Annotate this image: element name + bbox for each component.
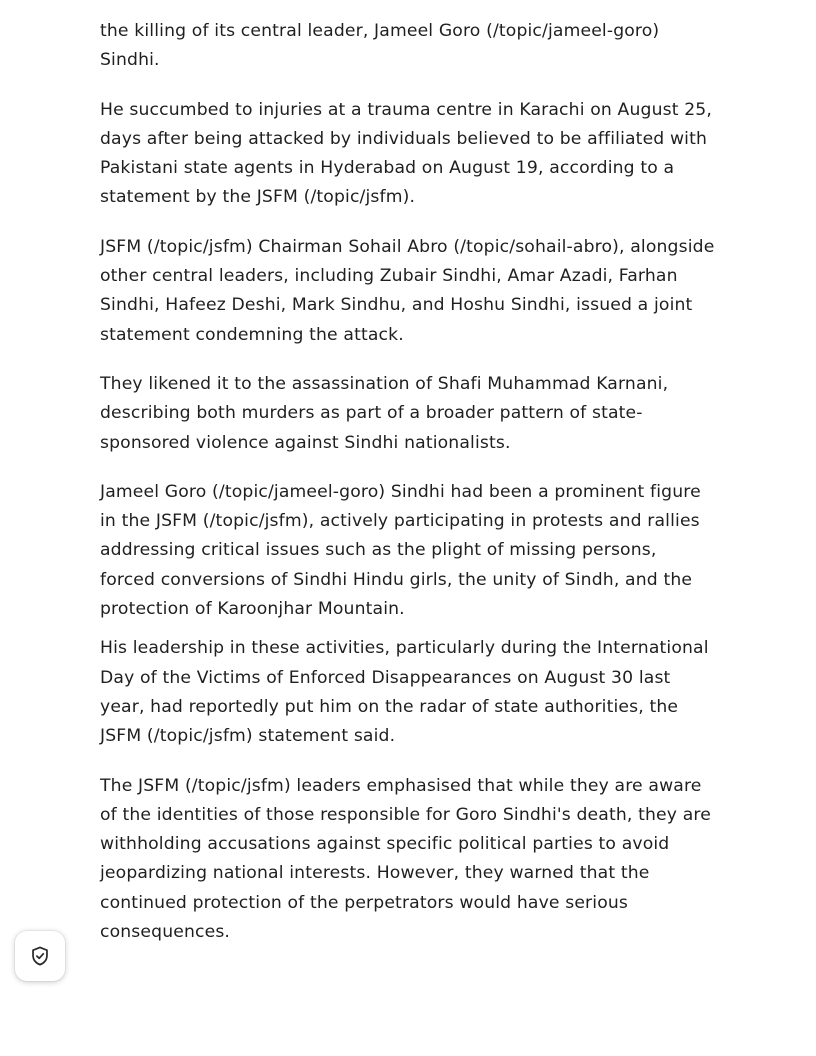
article-paragraph: They likened it to the assassination of Shafi Muhammad Karnani, describing both murders as part of a broader pattern of state-sponsored violence against Sindhi nationalists.: [100, 373, 669, 453]
article-body: [100, 17, 716, 947]
article-paragraph: JSFM (/topic/jsfm) Chairman Sohail Abro (/topic/sohail-abro), alongside other central leaders, including Zubair Sindhi, Amar Azadi, Farhan Sindhi, Hafeez Deshi, Mark Sindhu, and Hoshu Sindhi, issued a joint statement condemning the attack.: [100, 236, 715, 345]
shield-check-icon: [29, 945, 51, 967]
article-paragraph: He succumbed to injuries at a trauma centre in Karachi on August 25, days after being attacked by individuals believed to be affiliated with Pakistani state agents in Hyderabad on August 19, according to a statement by the JSFM (/topic/jsfm).: [100, 99, 713, 208]
article-paragraph: The JSFM (/topic/jsfm) leaders emphasised that while they are aware of the identities of those responsible for Goro Sindhi's death, they are withholding accusations against specific political parties to avoid jeopardizing national interests. However, they warned that the continued protection of the perpetrators would have serious consequences.: [100, 775, 711, 943]
privacy-settings-button[interactable]: [15, 931, 65, 981]
article-paragraph: Jameel Goro (/topic/jameel-goro) Sindhi had been a prominent figure in the JSFM (/topic/jsfm), actively participating in protests and rallies addressing critical issues such as the plight of missing persons, forced conversions of Sindhi Hindu girls, the unity of Sindh, and the protection of Karoonjhar Mountain.: [100, 481, 701, 620]
article-paragraph: the killing of its central leader, Jameel Goro (/topic/jameel-goro) Sindhi.: [100, 21, 660, 71]
article-paragraph: His leadership in these activities, particularly during the International Day of the Victims of Enforced Disappearances on August 30 last year, had reportedly put him on the radar of state authorities, the JSFM (/topic/jsfm) statement said.: [100, 638, 709, 747]
